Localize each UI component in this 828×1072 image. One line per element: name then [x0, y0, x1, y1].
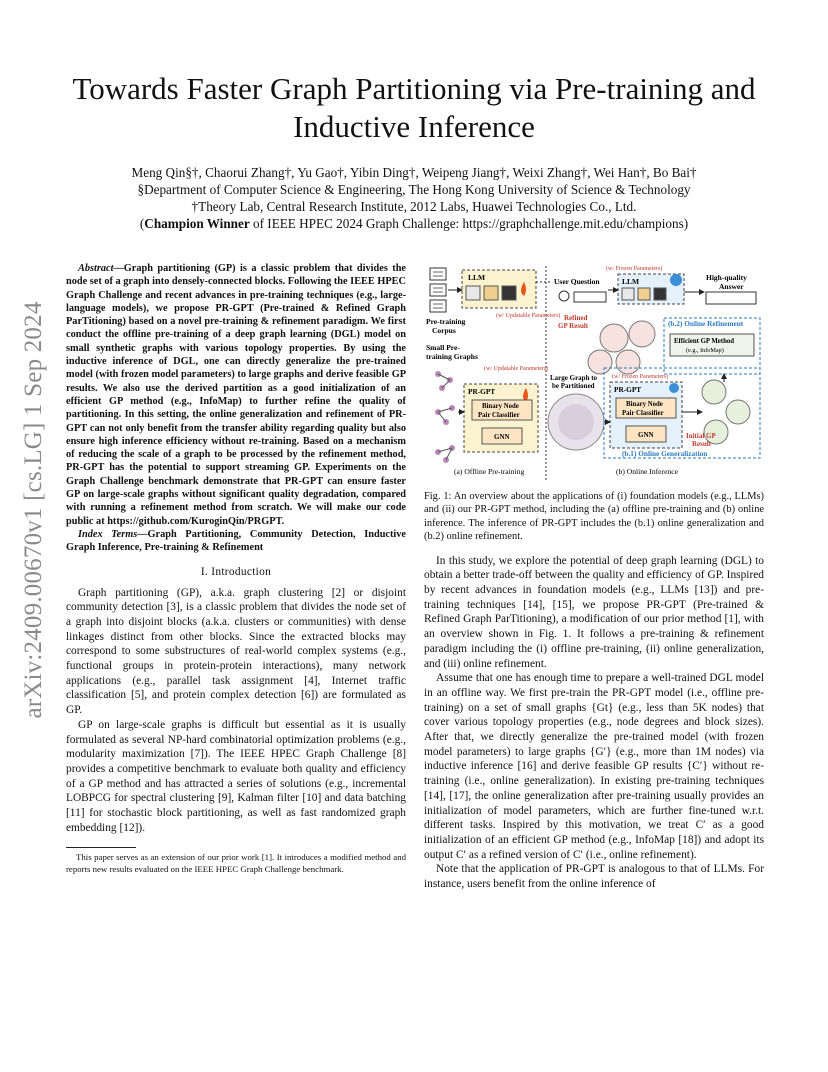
fig-answer: Answer — [719, 282, 744, 291]
fig-large-2: be Partitioned — [552, 382, 595, 390]
fig-binary-1b: Binary Node — [626, 401, 663, 408]
fig-refined-1: Refined — [564, 314, 588, 322]
fig-frozen-mid: (w/ Frozen Parameters) — [612, 374, 669, 380]
fig-pretraining-corpus-2: Corpus — [432, 326, 456, 335]
right-column — [424, 262, 764, 892]
gpt-logo-icon-2 — [622, 288, 634, 300]
large-graph-core-icon — [558, 404, 594, 440]
abstract-text: —Graph partitioning (GP) is a classic problem that divides the node set of a graph into densely-connected blocks. Following the IEEE HPEC Graph Challenge and recent advances in pre-training techniques (e.g., large-language models), we propose PR-GPT (Pre-trained & Refined Graph ParTitioning) based on a novel pre-training & refinement paradigm. We first conduct the offline pre-training of a deep graph learning (DGL) model on small synthetic graphs with various topology properties. By using the inductive inference of DGL, one can directly generalize the pre-trained model (with frozen model parameters) to large graphs and derive feasible GP results. We also use the derived partition as a good initialization of an efficient GP method (e.g., InfoMap) to further refine the quality of partitioning. In this setting, the online generalization and refinement of PR-GPT can not only benefit from the transfer ability regarding quality but also ensure high inference efficiency without re-training. Based on a mechanism of reducing the scale of a graph to be processed by the refinement method, PR-GPT has the potential to support streaming GP. Experiments on the Graph Challenge benchmark demonstrate that PR-GPT can ensure faster GP on large-scale graphs without significant quality degradation, compared with running a refinement method from scratch. We will make our code public at https://github.com/KuroginQin/PRGPT. — [66, 263, 406, 527]
index-terms — [66, 528, 406, 555]
footnote-rule — [66, 847, 136, 848]
arxiv-identifier-stamp — [14, 300, 54, 720]
figure-1-caption: Fig. 1: An overview about the applications of (i) foundation models (e.g., LLMs) and (ii) our PR-GPT method, including the (a) offline pre-training and (b) online inference. The inference of PR-GPT includes the (b.1) online generalization and (b.2) online refinement. — [424, 491, 764, 543]
index-terms-text: —Graph Partitioning, Community Detection, Inductive Graph Inference, Pre-training & Refinement — [66, 528, 406, 554]
fig-binary-1: Binary Node — [482, 403, 519, 410]
figure-1-overview — [424, 262, 764, 482]
fig-user-question: User Question — [554, 277, 600, 286]
fig-updatable-1: (w/ Updatable Parameters) — [496, 313, 561, 319]
fig-b-label: (b) Online Inference — [616, 467, 678, 476]
llama-logo-icon-2 — [638, 288, 650, 300]
section-heading-introduction: I. Introduction — [200, 565, 272, 578]
model-logo-icon — [502, 286, 516, 300]
fig-refined-2: GP Result — [558, 322, 589, 330]
fig-b2-label: (b.2) Online Refinement — [668, 319, 744, 328]
intro-paragraph-1: Graph partitioning (GP), a.k.a. graph clustering [2] or disjoint community detection [3], is a classic problem that divides the node set of a graph into disjoint blocks (a.k.a. clusters or communities) with dense linkages distinct from other blocks. Since the extracted blocks may correspond to some substructures of real-world complex systems (e.g., functional groups in protein-protein interactions), many network applications (e.g., parallel task assignment [4], Internet traffic classification [5], and protein complex detection [6]) are formulated as GP. — [66, 586, 406, 717]
fig-small-2: training Graphs — [426, 352, 478, 361]
affiliation-huawei: †Theory Lab, Central Research Institute, 2012 Labs, Huawei Technologies Co., Ltd. — [191, 199, 637, 214]
fig-llm-left: LLM — [468, 273, 486, 282]
model-logo-icon-2 — [654, 288, 666, 300]
award-line — [60, 215, 768, 232]
fig-gnn-left: GNN — [494, 433, 510, 441]
paper-title: Towards Faster Graph Partitioning via Pre-training and Inductive Inference — [72, 71, 756, 144]
fig-prgpt-right: PR-GPT — [614, 385, 642, 394]
right-paragraph-2: Assume that one has enough time to prepare a well-trained DGL model in an offline way. We first pre-train the PR-GPT model (i.e., offline pre-training) on a set of small graphs {Gt} (e.g., less than 5K nodes) that cover various topology properties (e.g., node degrees and block sizes). After that, we directly generalize the pre-trained model (with frozen model parameters) to large graphs {G′} (e.g., more than 1M nodes) via inductive inference [16] and derive feasible GP results {C′} without re-training (i.e., online generalization). In existing pre-training techniques [14], [17], the online generalization after pre-training usually provides an initialization of model parameters, which are further fine-tuned w.r.t. different tasks. Inspired by this motivation, we treat C′ as a good initialization of an efficient GP method (e.g., InfoMap [18]) and adopt its output C′ as a refined version of C′ (i.e., online refinement). — [424, 672, 764, 861]
left-column — [66, 262, 406, 875]
fig-large-1: Large Graph to — [550, 374, 598, 382]
question-box-icon — [574, 292, 606, 302]
fig-binary-2: Pair Classifier — [478, 412, 520, 419]
fig-initial-1: Initial GP — [686, 432, 716, 440]
fig-initial-2: Result — [692, 440, 712, 448]
document-stack-icon — [430, 268, 446, 312]
user-icon — [559, 291, 569, 301]
fig-frozen-top: (w/ Frozen Parameters) — [606, 266, 663, 272]
fig-small-1: Small Pre- — [426, 343, 460, 352]
fig-updatable-2: (w/ Updatable Parameters) — [484, 366, 549, 372]
snowflake-icon — [670, 274, 682, 286]
fig-a-label: (a) Offline Pre-training — [454, 467, 525, 476]
arxiv-id-text: arXiv:2409.00670v1 [cs.LG] 1 Sep 2024 — [20, 301, 47, 719]
footnote: This paper serves as an extension of our prior work [1]. It introduces a modified method and reports new results evaluated on the IEEE HPEC Graph Challenge benchmark. — [66, 852, 406, 874]
index-terms-lead: Index Terms — [78, 528, 138, 540]
intro-paragraph-2: GP on large-scale graphs is difficult but essential as it is usually formulated as several NP-hard combinatorial optimization problems (e.g., modularity maximization [7]). The IEEE HPEC Graph Challenge [8] provides a competitive benchmark to evaluate both quality and efficiency of a GP method and has attracted a series of solutions (e.g., incremental LOBPCG for spectral clustering [9], Kalman filter [10] and data batching [11] for stochastic block partitioning, as well as fast randomized graph embedding [12]). — [66, 718, 406, 834]
fig-high-quality: High-quality — [706, 273, 747, 282]
award-open-paren: ( — [139, 216, 145, 231]
answer-box-icon — [706, 292, 756, 304]
refined-graph-icon — [588, 321, 655, 374]
fig-prgpt-left: PR-GPT — [468, 387, 496, 396]
llama-logo-icon — [484, 286, 498, 300]
abstract — [66, 262, 406, 528]
affiliation-hkust: §Department of Computer Science & Engineering, The Hong Kong University of Science & Technology — [137, 182, 691, 197]
fig-efficient-1: Efficient GP Method — [674, 338, 735, 345]
fig-gnn-right: GNN — [638, 431, 654, 439]
fig-b1-label: (b.1) Online Generalization — [622, 449, 708, 458]
snowflake-icon-2 — [669, 383, 679, 393]
author-list: Meng Qin§†, Chaorui Zhang†, Yu Gao†, Yibin Ding†, Weipeng Jiang†, Weixi Zhang†, Wei Han†, Bo Bai† — [131, 165, 697, 180]
abstract-lead: Abstract — [78, 263, 114, 274]
author-block — [60, 164, 768, 232]
fig-llm-right: LLM — [622, 277, 640, 286]
fig-binary-2b: Pair Classifier — [622, 410, 664, 417]
small-graphs-icon — [435, 371, 455, 463]
right-paragraph-1: In this study, we explore the potential of deep graph learning (DGL) to obtain a better trade-off between the quality and efficiency of GP. Inspired by recent advances in foundation models (e.g., LLMs [13]) and pre-training techniques [14], [15], we propose PR-GPT (Pre-trained & Refined Graph ParTitioning), a modification of our prior method [1], with an overview shown in Fig. 1. It follows a pre-training & refinement paradigm including the (i) offline pre-training, (ii) online generalization, and (iii) online refinement. — [424, 554, 764, 670]
fig-efficient-2: (e.g., InfoMap) — [686, 347, 724, 354]
gpt-logo-icon — [466, 286, 480, 300]
figure-1-diagram — [424, 262, 764, 482]
fig-pretraining-corpus-1: Pre-training — [426, 317, 466, 326]
award-text: of IEEE HPEC 2024 Graph Challenge: https://graphchallenge.mit.edu/champions) — [249, 216, 689, 231]
right-paragraph-3: Note that the application of PR-GPT is analogous to that of LLMs. For instance, users benefit from the online inference of — [424, 863, 764, 891]
award-bold: Champion Winner — [144, 216, 250, 231]
